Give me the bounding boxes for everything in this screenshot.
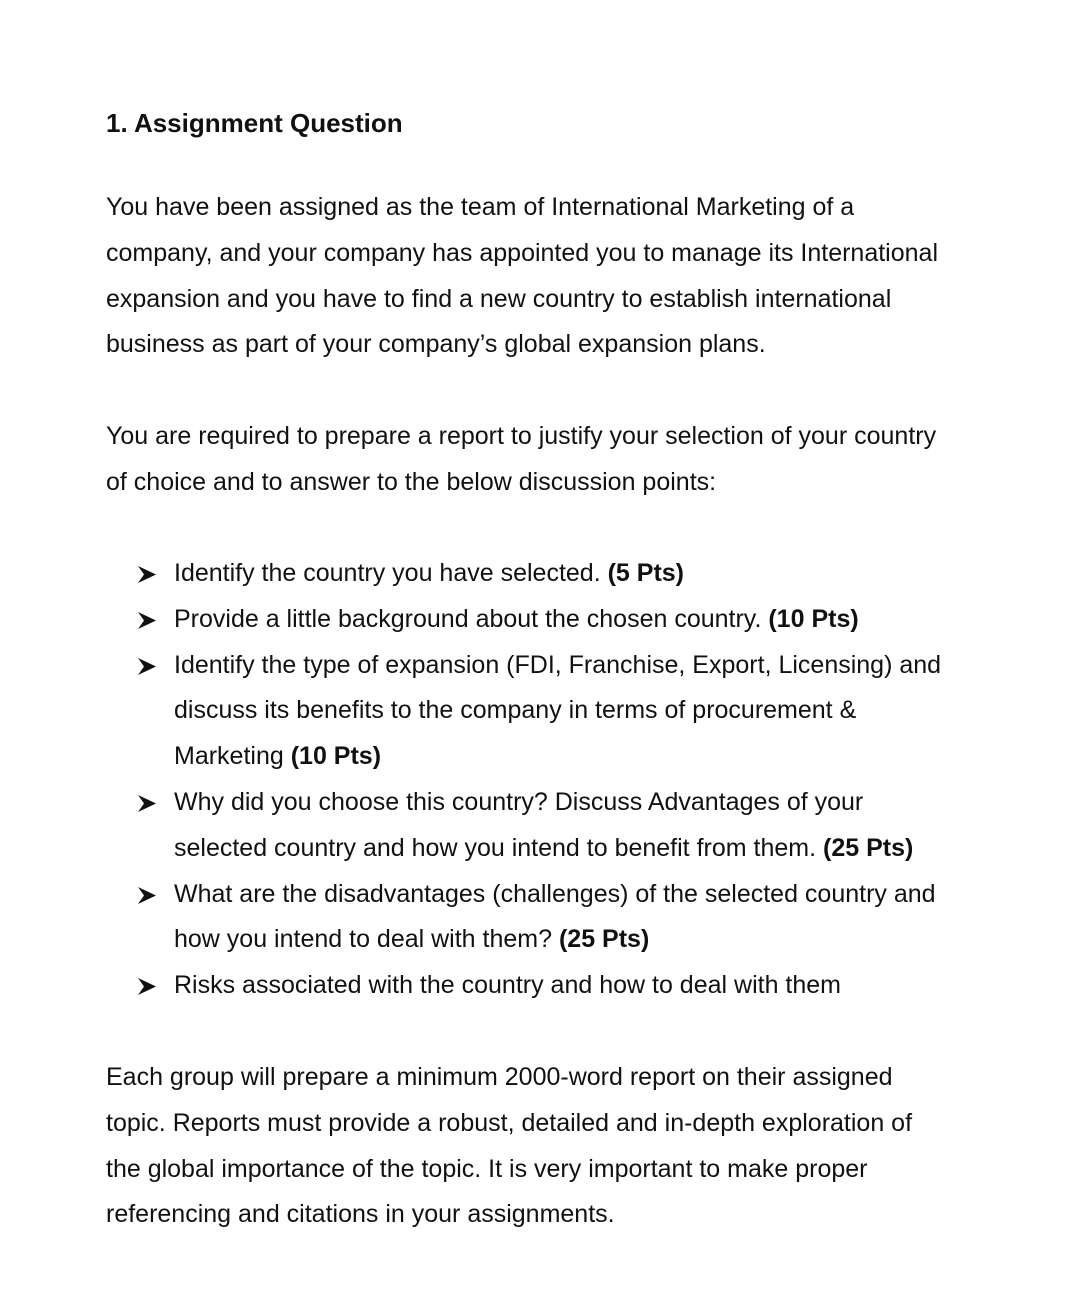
assignment-heading: 1. Assignment Question: [106, 108, 403, 138]
closing-line: Each group will prepare a minimum 2000-word report on their assigned: [106, 1063, 893, 1091]
intro-paragraph: [106, 185, 938, 368]
discussion-point-text: Identify the country you have selected.: [174, 559, 608, 587]
discussion-point-text: Identify the type of expansion (FDI, Franchise, Export, Licensing) and: [174, 650, 942, 679]
arrow-bullet-icon: [138, 887, 156, 904]
discussion-point-item: [138, 780, 941, 872]
discussion-point-text: how you intend to deal with them?: [174, 925, 559, 954]
discussion-point-item: [138, 872, 941, 964]
arrow-bullet-icon: [138, 658, 156, 675]
arrow-bullet-icon: [138, 978, 156, 995]
discussion-point-item: [138, 551, 941, 597]
intro-line: You have been assigned as the team of International Marketing of a: [106, 193, 855, 221]
discussion-point-text: selected country and how you intend to benefit from them.: [174, 833, 823, 862]
discussion-point-item: [138, 643, 941, 780]
closing-line: topic. Reports must provide a robust, detailed and in-depth exploration of: [106, 1108, 913, 1137]
arrow-bullet-icon: [138, 612, 156, 629]
closing-line: the global importance of the topic. It is very important to make proper: [106, 1154, 868, 1183]
arrow-bullet-icon: [138, 795, 156, 812]
intro-line: business as part of your company’s global expansion plans.: [106, 330, 766, 359]
discussion-points-list: [138, 551, 941, 1009]
intro-line: company, and your company has appointed you to manage its International: [106, 238, 939, 267]
discussion-point-text: Marketing: [174, 742, 291, 771]
discussion-point-item: [138, 597, 941, 643]
discussion-point-text: What are the disadvantages (challenges) of the selected country and: [174, 879, 936, 908]
discussion-point-text: Risks associated with the country and how to deal with them: [174, 971, 842, 1000]
discussion-point-text: discuss its benefits to the company in terms of procurement &: [174, 696, 857, 725]
points-label: (5 Pts): [607, 559, 684, 587]
discussion-point-item: [138, 963, 941, 1009]
discussion-point-text: Why did you choose this country? Discuss Advantages of your: [174, 787, 864, 816]
intro-line: expansion and you have to find a new country to establish international: [106, 284, 892, 313]
closing-line: referencing and citations in your assignments.: [106, 1200, 615, 1229]
requirement-line: You are required to prepare a report to justify your selection of your country: [106, 422, 937, 450]
points-label: (10 Pts): [768, 604, 859, 633]
closing-paragraph: [106, 1055, 912, 1238]
arrow-bullet-icon: [138, 566, 156, 583]
requirement-line: of choice and to answer to the below discussion points:: [106, 467, 717, 496]
points-label: (25 Pts): [558, 925, 650, 954]
points-label: (10 Pts): [290, 742, 382, 771]
points-label: (25 Pts): [823, 833, 914, 862]
discussion-point-text: Provide a little background about the chosen country.: [174, 604, 769, 633]
requirement-paragraph: [106, 414, 936, 506]
